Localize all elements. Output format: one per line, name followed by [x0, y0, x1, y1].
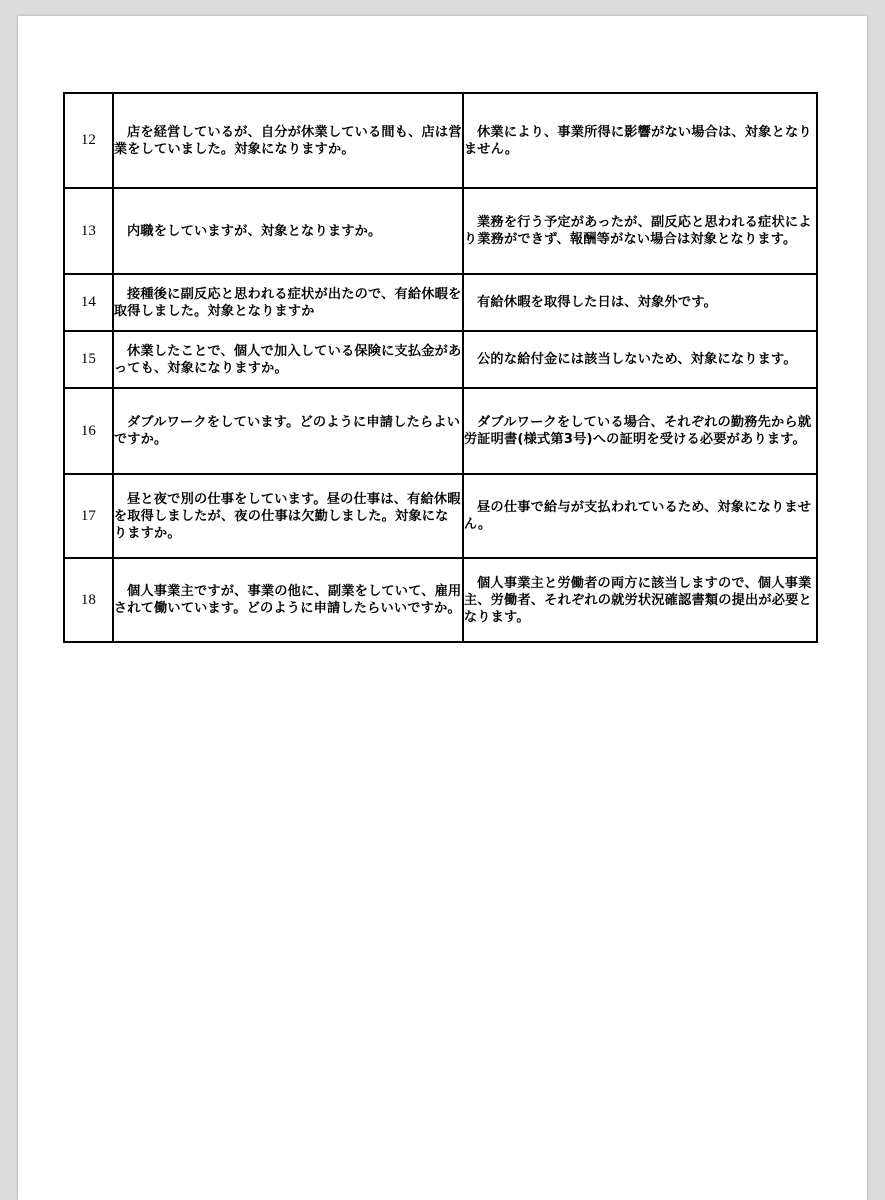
row-number: 14 [64, 274, 113, 331]
question-cell: 個人事業主ですが、事業の他に、副業をしていて、雇用されて働いています。どのように申請したらいいですか。 [113, 558, 463, 642]
row-number: 12 [64, 93, 113, 188]
question-cell: ダブルワークをしています。どのように申請したらよいですか。 [113, 388, 463, 474]
answer-cell: 業務を行う予定があったが、副反応と思われる症状により業務ができず、報酬等がない場合は対象となります。 [463, 188, 817, 274]
answer-cell: 昼の仕事で給与が支払われているため、対象になりません。 [463, 474, 817, 558]
question-cell: 内職をしていますが、対象となりますか。 [113, 188, 463, 274]
table-row [64, 274, 817, 331]
row-number: 16 [64, 388, 113, 474]
table-row [64, 188, 817, 274]
faq-table [63, 92, 818, 643]
answer-cell: 休業により、事業所得に影響がない場合は、対象となりません。 [463, 93, 817, 188]
answer-cell: ダブルワークをしている場合、それぞれの勤務先から就労証明書(様式第3号)への証明を受ける必要があります。 [463, 388, 817, 474]
question-cell: 接種後に副反応と思われる症状が出たので、有給休暇を取得しました。対象となりますか [113, 274, 463, 331]
row-number: 15 [64, 331, 113, 388]
table-row [64, 93, 817, 188]
table-row [64, 474, 817, 558]
table-row [64, 331, 817, 388]
table-row [64, 388, 817, 474]
answer-cell: 公的な給付金には該当しないため、対象になります。 [463, 331, 817, 388]
row-number: 18 [64, 558, 113, 642]
row-number: 17 [64, 474, 113, 558]
question-cell: 昼と夜で別の仕事をしています。昼の仕事は、有給休暇を取得しましたが、夜の仕事は欠勤しました。対象になりますか。 [113, 474, 463, 558]
row-number: 13 [64, 188, 113, 274]
answer-cell: 有給休暇を取得した日は、対象外です。 [463, 274, 817, 331]
table-row [64, 558, 817, 642]
answer-cell: 個人事業主と労働者の両方に該当しますので、個人事業主、労働者、それぞれの就労状況確認書類の提出が必要となります。 [463, 558, 817, 642]
question-cell: 休業したことで、個人で加入している保険に支払金があっても、対象になりますか。 [113, 331, 463, 388]
question-cell: 店を経営しているが、自分が休業している間も、店は営業をしていました。対象になりますか。 [113, 93, 463, 188]
document-page [18, 16, 867, 1200]
